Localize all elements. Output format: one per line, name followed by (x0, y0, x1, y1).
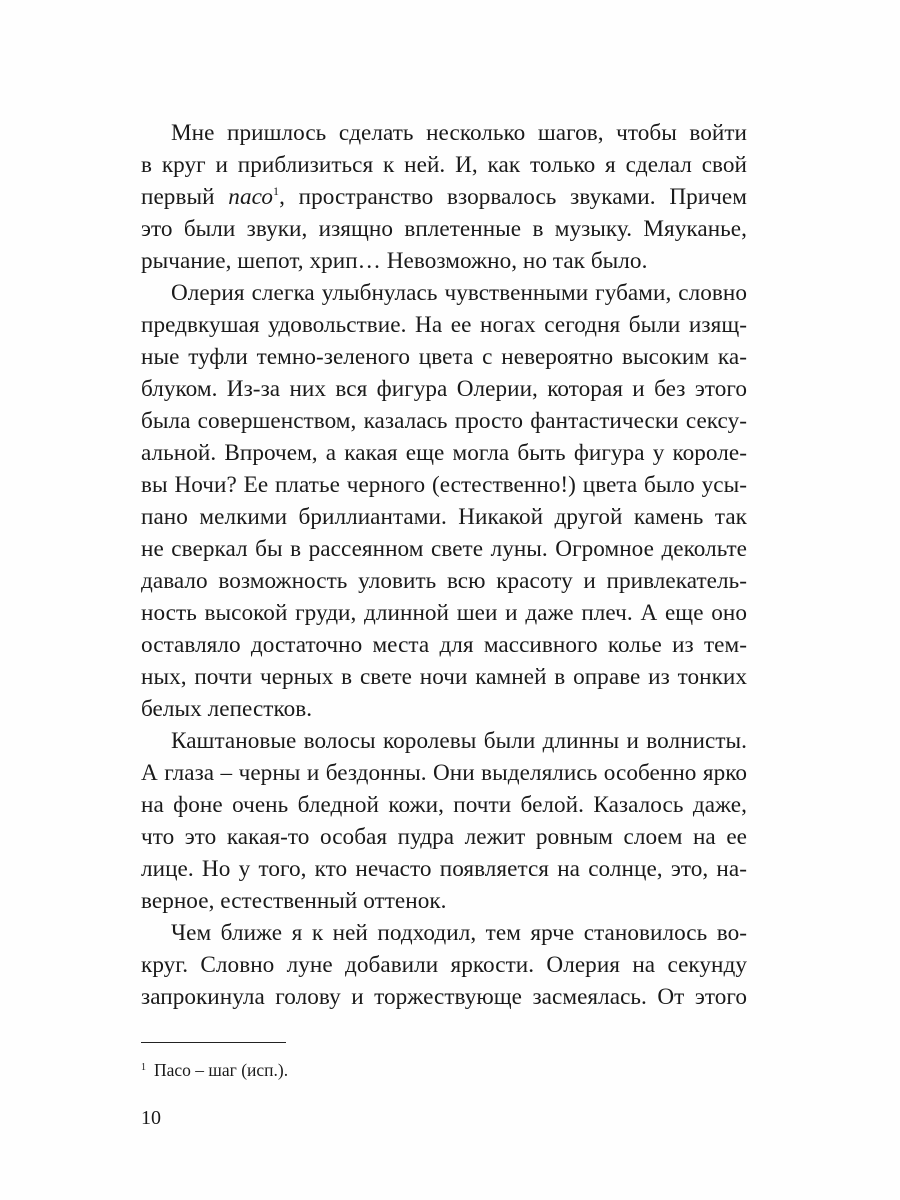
text-line: ность высокой груди, длинной шеи и даже плеч. А еще оно (141, 600, 747, 626)
text-line: вы Ночи? Ее платье черного (естественно!) цвета было усы- (141, 472, 747, 498)
text-line: рычание, шепот, хрип… Невозможно, но так было. (141, 248, 648, 274)
text-line: была совершенством, казалась просто фантастически сексу- (141, 408, 747, 434)
text-line: круг. Словно луне добавили яркости. Олерия на секунду (141, 952, 747, 978)
text-line: на фоне очень бледной кожи, почти белой. Казалось даже, (141, 792, 747, 818)
text-line: Олерия слегка улыбнулась чувственными губами, словно (171, 280, 747, 306)
text-fragment: первый (141, 184, 229, 210)
text-line: А глаза – черны и бездонны. Они выделялись особенно ярко (141, 760, 747, 786)
footnote-text: Пасо – шаг (исп.). (154, 1060, 289, 1080)
text-line: Каштановые волосы королевы были длинны и волнисты. (171, 728, 747, 754)
text-line: оставляло достаточно места для массивного колье из тем- (141, 632, 747, 658)
text-line: Мне пришлось сделать несколько шагов, чтобы войти (171, 120, 747, 146)
text-line: Чем ближе я к ней подходил, тем ярче становилось во- (171, 920, 747, 946)
text-line: белых лепестков. (141, 696, 313, 722)
text-line: верное, естественный оттенок. (141, 888, 447, 914)
footnote (141, 1057, 288, 1081)
italic-term: пасо (228, 184, 273, 210)
text-line: альной. Впрочем, а какая еще могла быть фигура у короле- (141, 440, 747, 466)
text-line: это были звуки, изящно вплетенные в музыку. Мяуканье, (141, 216, 747, 242)
text-line: пано мелкими бриллиантами. Никакой другой камень так (141, 504, 747, 530)
text-line: предвкушая удовольствие. На ее ногах сегодня были изящ- (141, 312, 747, 338)
body-text (141, 117, 747, 1013)
text-line: запрокинула голову и торжествующе засмеялась. От этого (141, 984, 747, 1010)
text-line: что это какая-то особая пудра лежит ровным слоем на ее (141, 824, 747, 850)
footnote-divider (141, 1042, 286, 1043)
text-line: не сверкал бы в рассеянном свете луны. Огромное декольте (141, 536, 747, 562)
text-line: в круг и приблизиться к ней. И, как только я сделал свой (141, 152, 747, 178)
text-line: лице. Но у того, кто нечасто появляется на солнце, это, на- (141, 856, 747, 882)
text-line-with-footnote-ref (141, 181, 747, 213)
text-fragment: , пространство взорвалось звуками. Причем (279, 184, 747, 210)
footnote-reference[interactable]: 1 (273, 184, 280, 198)
text-line: давало возможность уловить всю красоту и привлекатель- (141, 568, 747, 594)
text-line: ные туфли темно-зеленого цвета с невероятно высоким ка- (141, 344, 747, 370)
text-line: блуком. Из-за них вся фигура Олерии, которая и без этого (141, 376, 747, 402)
page-number: 10 (141, 1107, 161, 1129)
footnote-marker: 1 (141, 1062, 146, 1073)
text-line: ных, почти черных в свете ночи камней в оправе из тонких (141, 664, 747, 690)
